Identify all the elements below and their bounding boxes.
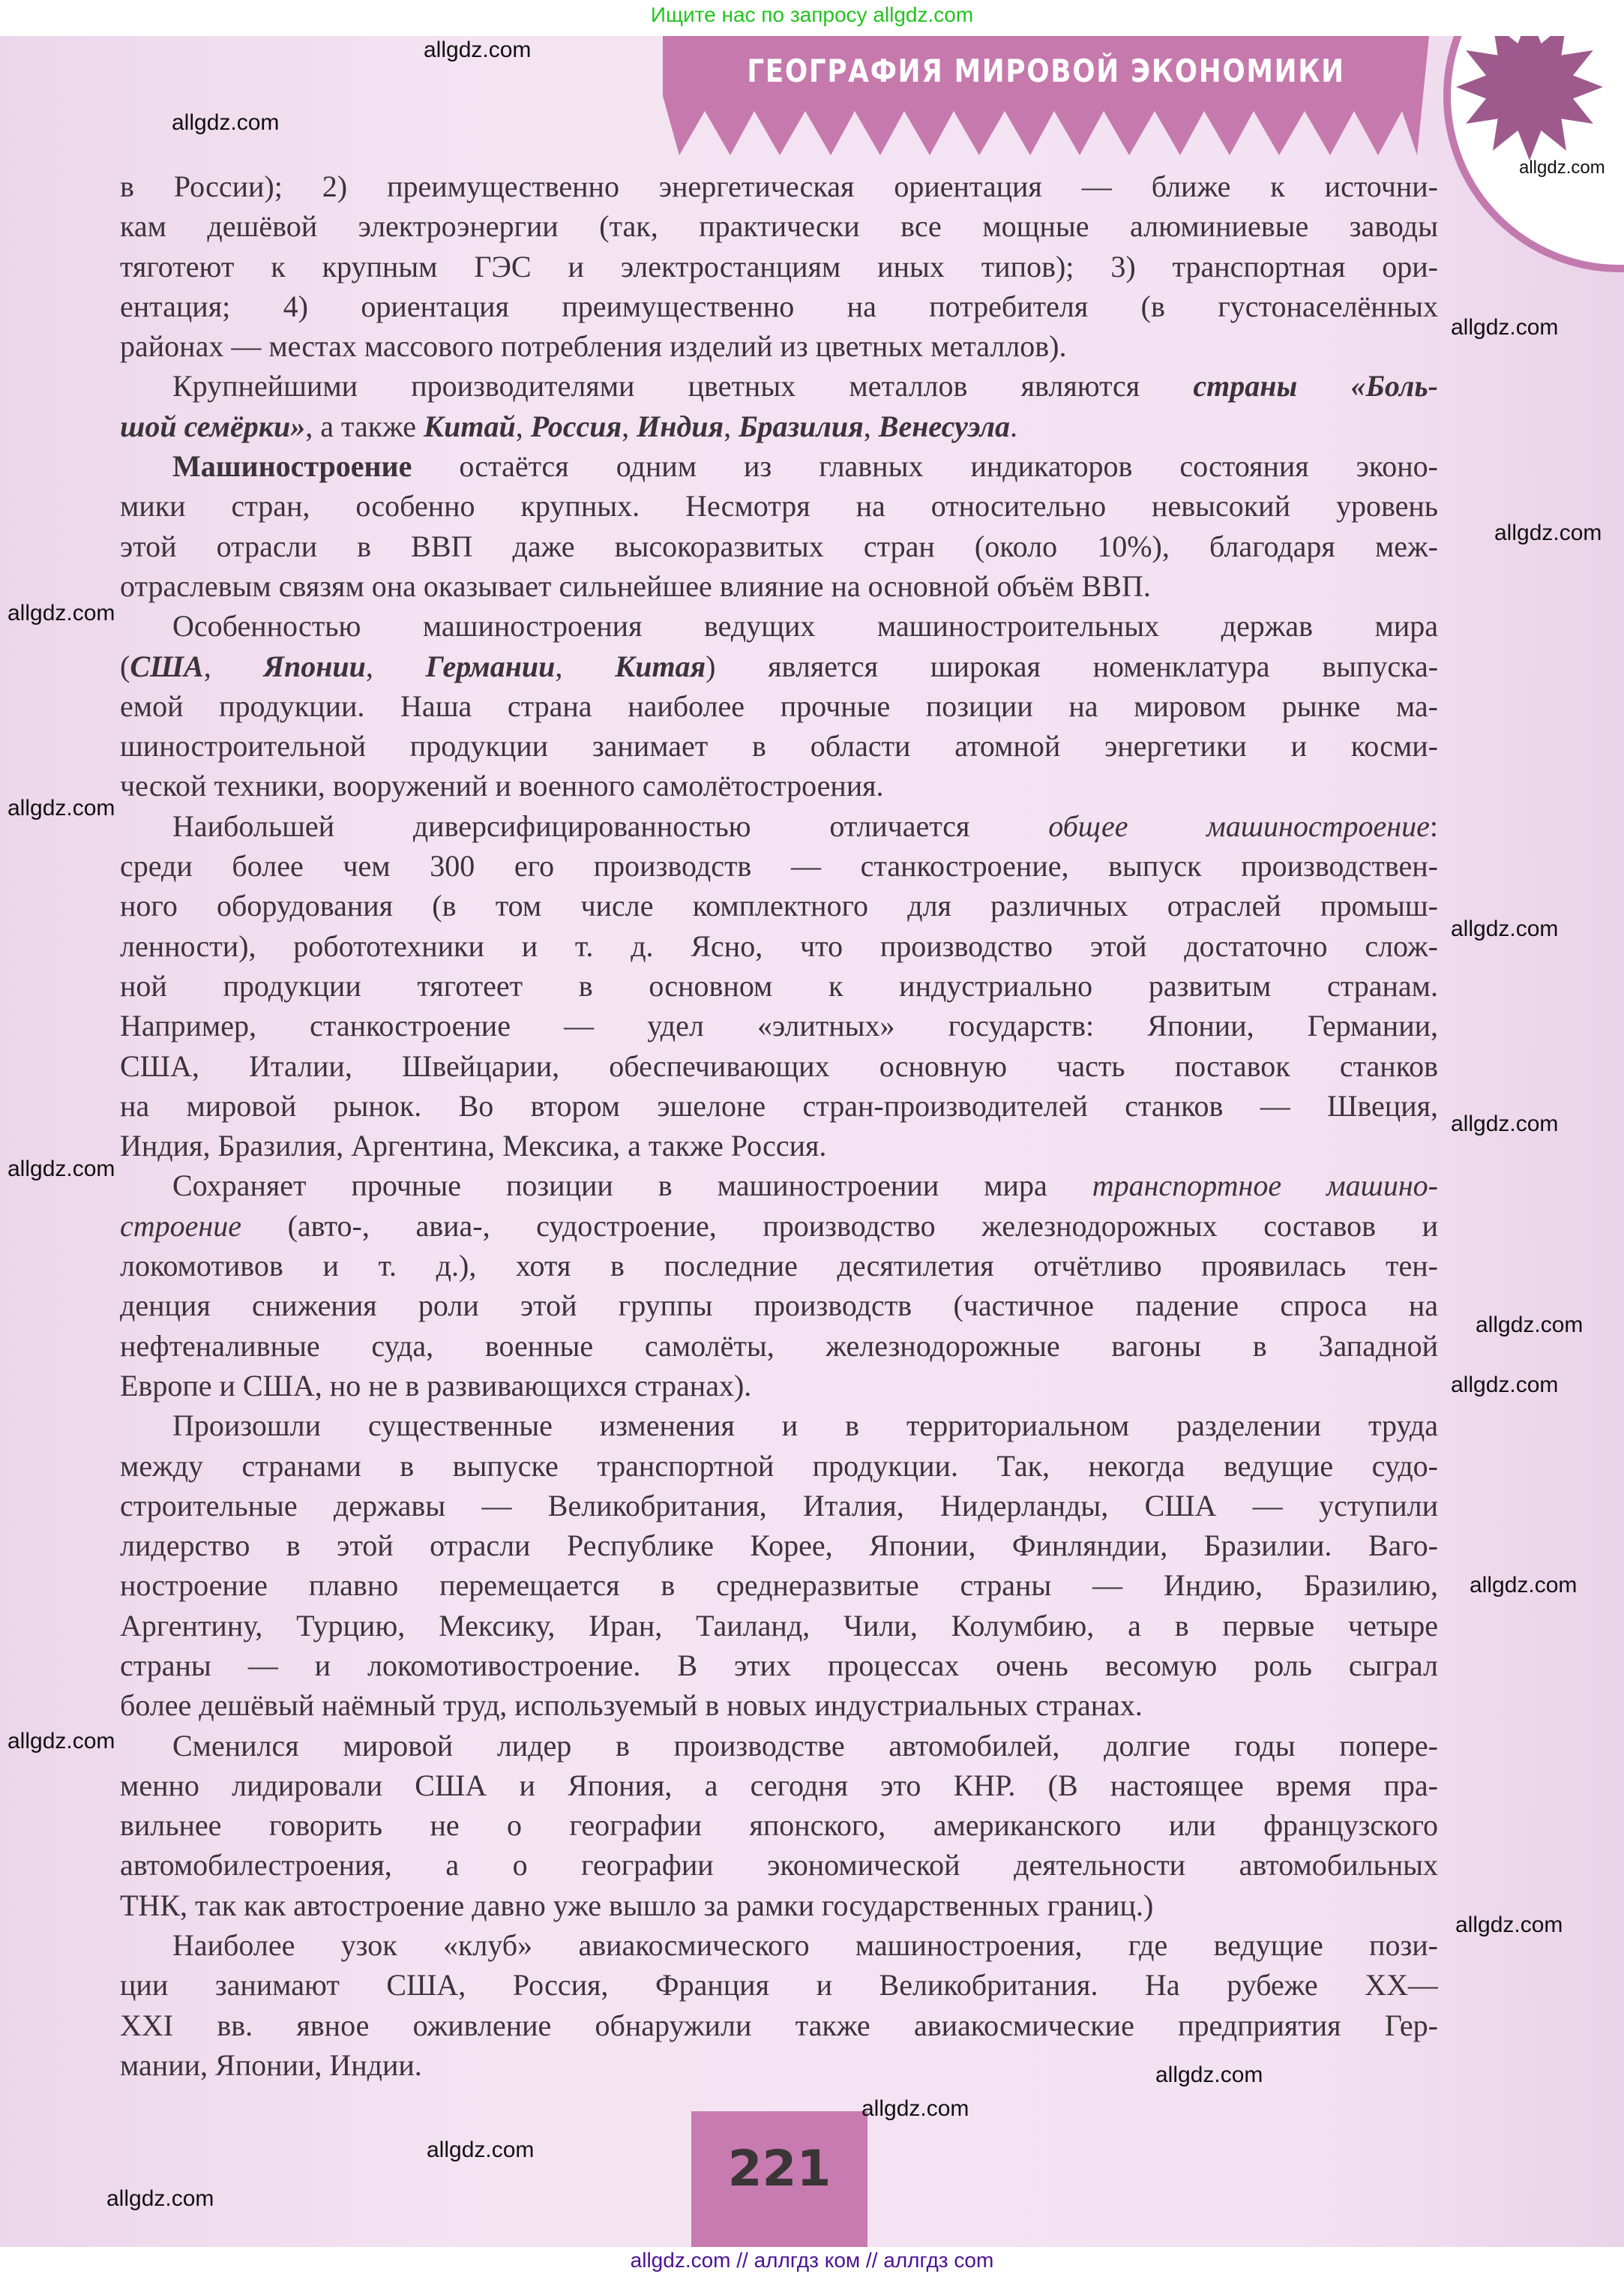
book-page [0,36,1624,2247]
text-line [120,606,1438,646]
text-line [120,1805,1438,1845]
text-run: страны — и локомотивостроение. В этих процессах очень весомую роль сыграл [120,1648,1438,1682]
watermark: allgdz.com [7,1156,115,1181]
watermark: allgdz.com [1455,1912,1563,1937]
text-line [120,1086,1438,1126]
text-line [120,1246,1438,1286]
text-line [120,1845,1438,1885]
watermark: allgdz.com [1451,1372,1559,1397]
text-line [120,846,1438,886]
watermark: allgdz.com [427,2138,535,2162]
text-run: районах — местах массового потребления изделий из цветных металлов). [120,329,1067,364]
text-run: Аргентину, Турцию, Мексику, Иран, Таиланд, Чили, Колумбию, а в первые четыре [120,1608,1438,1642]
watermark: allgdz.com [1451,315,1559,340]
text-run: , [724,409,739,443]
text-run: мании, Японии, Индии. [120,2048,422,2082]
text-line [120,1965,1438,2005]
page-number: 221 [727,2140,831,2198]
emphasis-run: Индия [637,409,724,443]
text-line [120,406,1438,446]
text-run: ностроение плавно перемещается в среднеразвитые страны — Индию, Бразилию, [120,1568,1438,1603]
emphasis-run: Китая [615,649,706,683]
emphasis-run: Японии [263,649,366,683]
emphasis-run: Машиностроение [172,449,412,484]
text-run: ческой техники, вооружений и военного самолётостроения. [120,769,884,803]
text-run: более дешёвый наёмный труд, используемый в новых индустриальных странах. [120,1688,1143,1723]
text-run: Сохраняет прочные позиции в машиностроении мира [172,1168,1092,1203]
text-run: мики стран, особенно крупных. Несмотря на относительно невысокий уровень [120,489,1438,524]
text-run: строительные державы — Великобритания, Италия, Нидерланды, США — уступили [120,1488,1438,1522]
text-run: автомобилестроения, а о географии экономической деятельности автомобильных [120,1848,1438,1882]
text-run: ( [120,649,130,683]
emphasis-run: строение [120,1208,241,1243]
text-run: . [1010,409,1017,443]
text-run: отраслевым связям она оказывает сильнейшее влияние на основной объём ВВП. [120,568,1151,603]
emphasis-run: шой семёрки» [120,409,306,443]
text-line [120,1526,1438,1565]
text-run: Наиболее узок «клуб» авиакосмического машиностроения, где ведущие пози- [172,1928,1438,1963]
text-run: этой отрасли в ВВП даже высокоразвитых стран (около 10%), благодаря меж- [120,529,1438,563]
text-run: , [515,409,531,443]
text-line [120,286,1438,326]
text-line [120,1606,1438,1646]
watermark: allgdz.com [1519,158,1605,178]
watermark: allgdz.com [106,2186,214,2211]
chapter-title: ГЕОГРАФИЯ МИРОВОЙ ЭКОНОМИКИ [747,52,1345,89]
watermark: allgdz.com [7,796,115,820]
emphasis-run: страны «Боль- [1193,369,1438,404]
watermark: allgdz.com [1451,916,1559,941]
text-line [120,247,1438,286]
text-line [120,566,1438,606]
text-run: нефтеналивные суда, военные самолёты, железнодорожные вагоны в Западной [120,1328,1438,1363]
emphasis-run: Германии [425,649,556,683]
text-run: ции занимают США, Россия, Франция и Великобритания. На рубеже XX— [120,1968,1438,2002]
watermark: allgdz.com [172,110,280,135]
watermark: allgdz.com [7,1729,115,1754]
text-run: (авто-, авиа-, судостроение, производство железнодорожных составов и [241,1208,1438,1243]
text-line [120,486,1438,526]
text-line [120,926,1438,966]
text-line [120,1685,1438,1725]
text-line [120,1925,1438,1965]
text-run: локомотивов и т. д.), хотя в последние десятилетия отчётливо проявилась тен- [120,1249,1438,1283]
text-run: ной продукции тяготеет в основном к индустриально развитым странам. [120,968,1438,1003]
watermark: allgdz.com [861,2096,969,2121]
text-run: , [555,649,616,683]
emphasis-run: транспортное машино- [1092,1168,1438,1203]
text-run: в России); 2) преимущественно энергетическая ориентация — ближе к источни- [120,170,1438,203]
text-run: Европе и США, но не в развивающихся странах). [120,1368,752,1402]
text-line [120,166,1438,206]
text-line [120,766,1438,806]
text-run: лидерство в этой отрасли Республике Корее, Японии, Финляндии, Бразилии. Ваго- [120,1528,1438,1563]
text-line [120,1006,1438,1046]
text-run: : [1429,808,1438,843]
text-run: менно лидировали США и Япония, а сегодня это КНР. (В настоящее время пра- [120,1768,1438,1802]
text-run: ленности), робототехники и т. д. Ясно, что производство этой достаточно слож- [120,928,1438,963]
watermark: allgdz.com [1451,1112,1559,1136]
text-line [120,966,1438,1006]
text-run: США, Италии, Швейцарии, обеспечивающих основную часть поставок станков [120,1048,1438,1083]
text-run: на мировой рынок. Во втором эшелоне стран-производителей станков — Швеция, [120,1088,1438,1123]
text-line [120,1206,1438,1246]
text-line [120,1166,1438,1205]
emphasis-run: Венесуэла [878,409,1010,443]
text-run: , а также [305,409,424,443]
text-run: Крупнейшими производителями цветных металлов являются [172,369,1194,404]
search-notice: Ищите нас по запросу allgdz.com [650,3,974,26]
watermark: allgdz.com [1155,2062,1263,2087]
footer-notice: allgdz.com // аллгдз ком // аллгдз com [630,2248,994,2272]
text-line [120,1126,1438,1166]
text-line [120,1366,1438,1406]
text-line [120,806,1438,846]
text-run: Например, станкостроение — удел «элитных» государств: Японии, Германии, [120,1009,1438,1043]
emphasis-run: общее машиностроение [1048,808,1430,843]
watermark: allgdz.com [1494,520,1602,545]
emphasis-run: Бразилия [739,409,864,443]
text-line [120,726,1438,766]
text-line [120,446,1438,486]
text-run: среди более чем 300 его производств — станкостроение, выпуск производствен- [120,849,1438,884]
text-line [120,2006,1438,2045]
text-line [120,686,1438,726]
text-line [120,886,1438,926]
text-run: Произошли существенные изменения и в территориальном разделении труда [172,1408,1438,1443]
text-run: Наибольшей диверсифицированностью отличается [172,808,1049,843]
text-run: между странами в выпуске транспортной продукции. Так, некогда ведущие судо- [120,1448,1438,1483]
text-run: вильнее говорить не о географии японского, американского или французского [120,1808,1438,1843]
watermark: allgdz.com [1476,1312,1584,1337]
text-line [120,1565,1438,1605]
emphasis-run: Россия [530,409,622,443]
text-run: кам дешёвой электроэнергии (так, практически все мощные алюминиевые заводы [120,209,1438,244]
text-run: ТНК, так как автостроение давно уже вышло за рамки государственных границ.) [120,1888,1154,1922]
text-line [120,526,1438,566]
text-line [120,1886,1438,1925]
text-run: ентация; 4) ориентация преимущественно на потребителя (в густонаселённых [120,289,1438,323]
emphasis-run: Китай [424,409,516,443]
text-line [120,206,1438,246]
emphasis-run: США [130,649,204,683]
watermark: allgdz.com [424,38,532,62]
text-line [120,1286,1438,1325]
text-run: , [863,409,879,443]
text-run: емой продукции. Наша страна наиболее прочные позиции на мировом рынке ма- [120,688,1438,723]
text-run: ного оборудования (в том числе комплектного для различных отраслей промыш- [120,889,1438,923]
text-line [120,1766,1438,1805]
text-line [120,1486,1438,1526]
text-line [120,1646,1438,1685]
text-run: шиностроительной продукции занимает в области атомной энергетики и косми- [120,729,1438,764]
text-run: денция снижения роли этой группы производств (частичное падение спроса на [120,1288,1438,1323]
watermark: allgdz.com [1470,1573,1578,1598]
text-run: , [365,649,426,683]
text-run: Особенностью машиностроения ведущих машиностроительных держав мира [172,609,1438,644]
text-run: , [622,409,637,443]
body-text [120,166,1438,2085]
text-run: , [203,649,264,683]
watermark: allgdz.com [7,601,115,626]
text-line [120,646,1438,686]
text-run: Сменился мировой лидер в производстве автомобилей, долгие годы попере- [172,1728,1438,1762]
text-run: XXI вв. явное оживление обнаружили также авиакосмические предприятия Гер- [120,2008,1438,2042]
text-line [120,366,1438,406]
page-number-box [691,2111,867,2247]
text-run: ) является широкая номенклатура выпуска- [706,649,1438,683]
text-run: тяготеют к крупным ГЭС и электростанциям иных типов); 3) транспортная ори- [120,249,1438,284]
text-line [120,1726,1438,1766]
text-line [120,326,1438,366]
text-run: остаётся одним из главных индикаторов состояния эконо- [412,449,1438,484]
text-line [120,1446,1438,1486]
text-run: Индия, Бразилия, Аргентина, Мексика, а также Россия. [120,1129,827,1163]
text-line [120,1406,1438,1445]
text-line [120,1046,1438,1086]
text-line [120,1326,1438,1366]
